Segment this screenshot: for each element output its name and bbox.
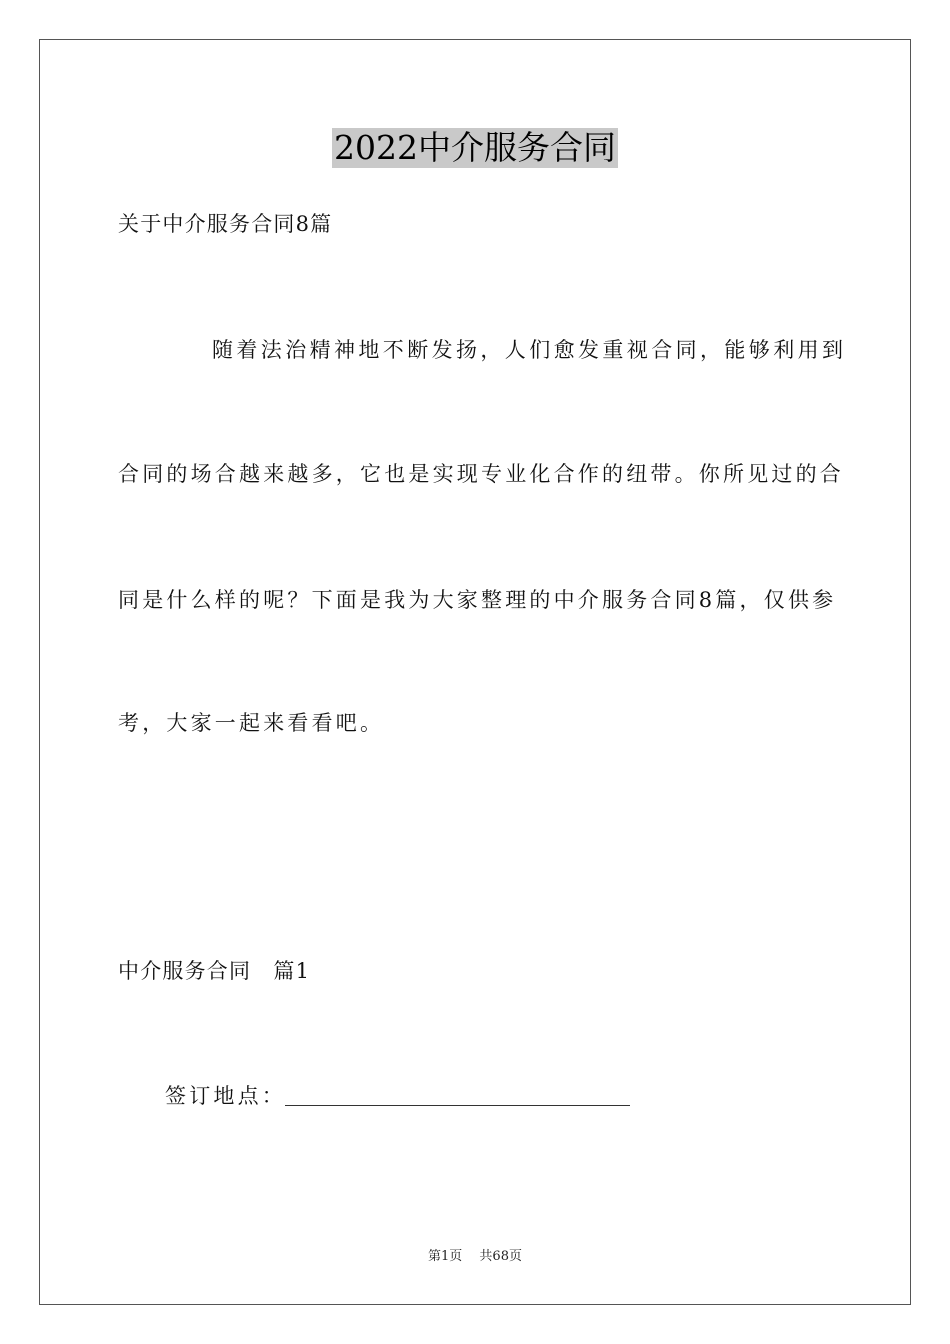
document-title: 2022中介服务合同 (334, 128, 616, 167)
intro-line-1: 随着法治精神地不断发扬，人们愈发重视合同，能够利用到 (212, 338, 847, 362)
intro-line-4: 考，大家一起来看看吧。 (118, 711, 385, 735)
page-footer: 第1页 共68页 (428, 1249, 522, 1264)
sign-place-blank-line (285, 1105, 630, 1106)
section-heading: 中介服务合同 篇1 (118, 959, 311, 983)
intro-line-2: 合同的场合越来越多，它也是实现专业化合作的纽带。你所见过的合 (118, 462, 844, 486)
intro-line-3: 同是什么样的呢？下面是我为大家整理的中介服务合同8篇，仅供参 (118, 588, 837, 612)
document-subtitle: 关于中介服务合同8篇 (118, 212, 333, 236)
title-container (0, 128, 950, 168)
sign-place-label: 签订地点： (165, 1084, 286, 1108)
